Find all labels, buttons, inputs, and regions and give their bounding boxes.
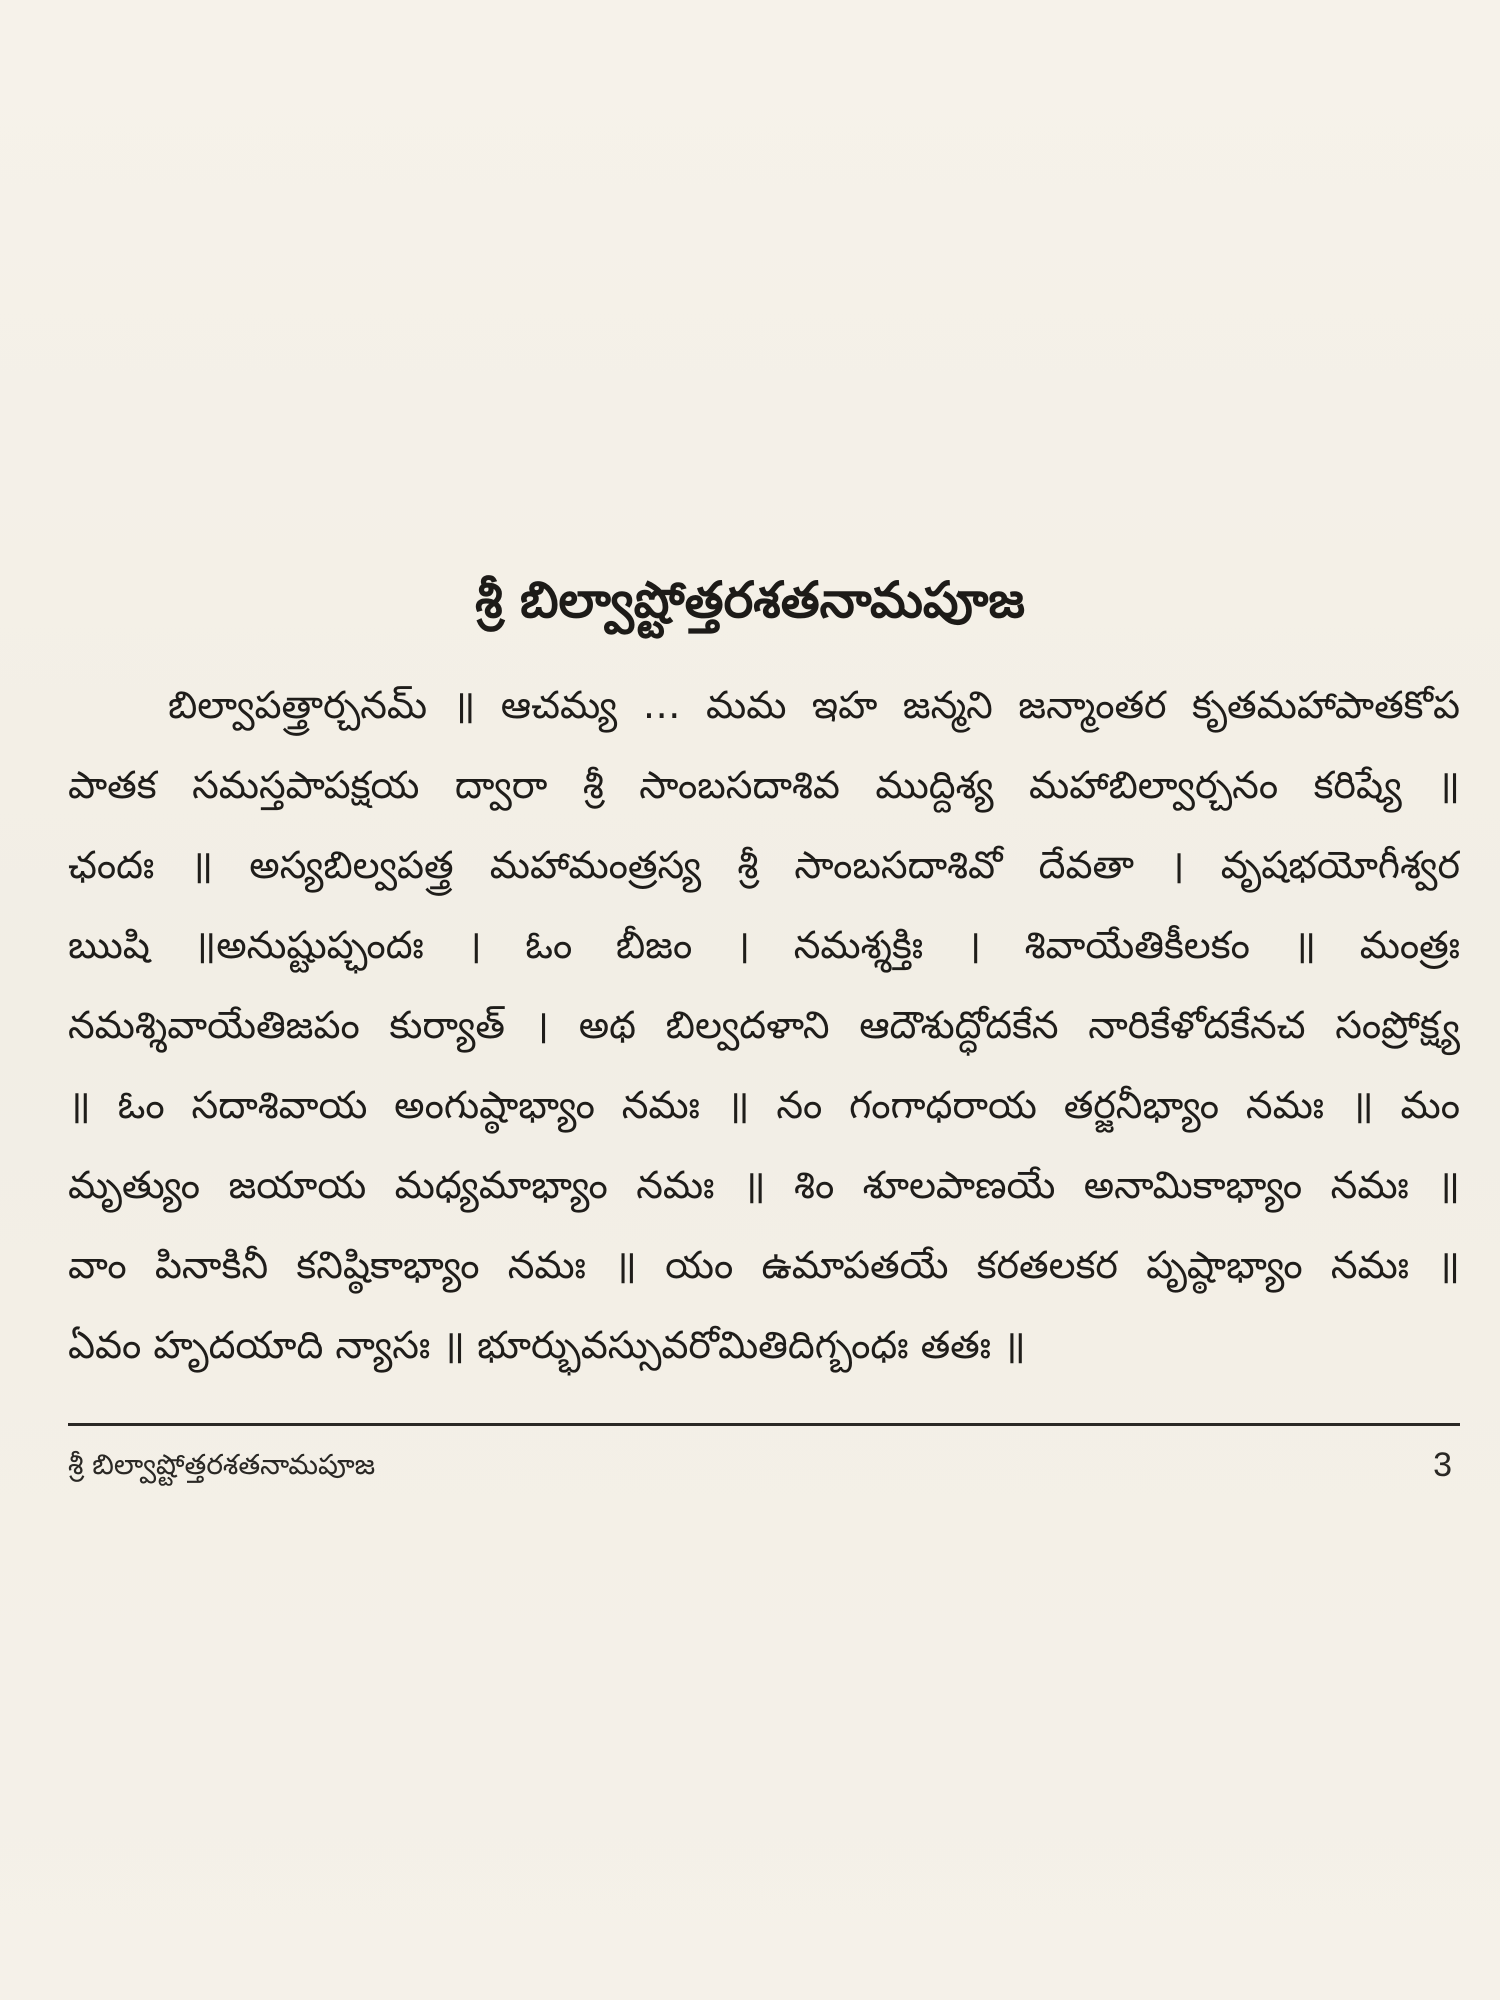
body-text (68, 665, 1460, 1385)
text-line-6: ॥ ఓం సదాశివాయ అంగుష్ఠాభ్యాం నమః ॥ నం గంగాధరాయ తర్జనీభ్యాం నమః ॥ మం (68, 1083, 1460, 1127)
page-number: 3 (1433, 1446, 1452, 1484)
footer-rule (68, 1423, 1460, 1426)
text-line-4: ఋషి ॥అనుష్టుప్ఛందః । ఓం బీజం । నమశ్శక్తిః । శివాయేతికీలకం ॥ మంత్రః (68, 923, 1460, 967)
page-title: శ్రీ బిల్వాష్టోత్తరశతనామపూజ (475, 571, 1025, 629)
text-line-1: బిల్వాపత్త్రార్చనమ్ ॥ ఆచమ్య … మమ ఇహ జన్మని జన్మాంతర కృతమహాపాతకోప (168, 683, 1460, 727)
footer-title: శ్రీ బిల్వాష్టోత్తరశతనామపూజ (68, 1448, 376, 1481)
text-line-3: ఛందః ॥ అస్యబిల్వపత్త్ర మహామంత్రస్య శ్రీ సాంబసదాశివో దేవతా । వృషభయోగీశ్వర (68, 843, 1460, 887)
text-line-8: వాం పినాకినీ కనిష్ఠికాభ్యాం నమః ॥ యం ఉమాపతయే కరతలకర పృష్ఠాభ్యాం నమః ॥ (68, 1243, 1460, 1287)
text-line-2: పాతక సమస్తపాపక్షయ ద్వారా శ్రీ సాంబసదాశివ ముద్దిశ్య మహాబిల్వార్చనం కరిష్యే ॥ (68, 763, 1460, 807)
text-line-5: నమశ్శివాయేతిజపం కుర్యాత్ । అథ బిల్వదళాని ఆదౌశుద్ధోదకేన నారికేళోదకేనచ సంప్రోక్ష్య (68, 1003, 1460, 1047)
text-line-7: మృత్యుం జయాయ మధ్యమాభ్యాం నమః ॥ శిం శూలపాణయే అనామికాభ్యాం నమః ॥ (68, 1163, 1460, 1207)
text-line-9: ఏవం హృదయాది న్యాసః ॥ భూర్భువస్సువరోమితిదిగ్బంధః తతః ॥ (68, 1323, 1026, 1367)
